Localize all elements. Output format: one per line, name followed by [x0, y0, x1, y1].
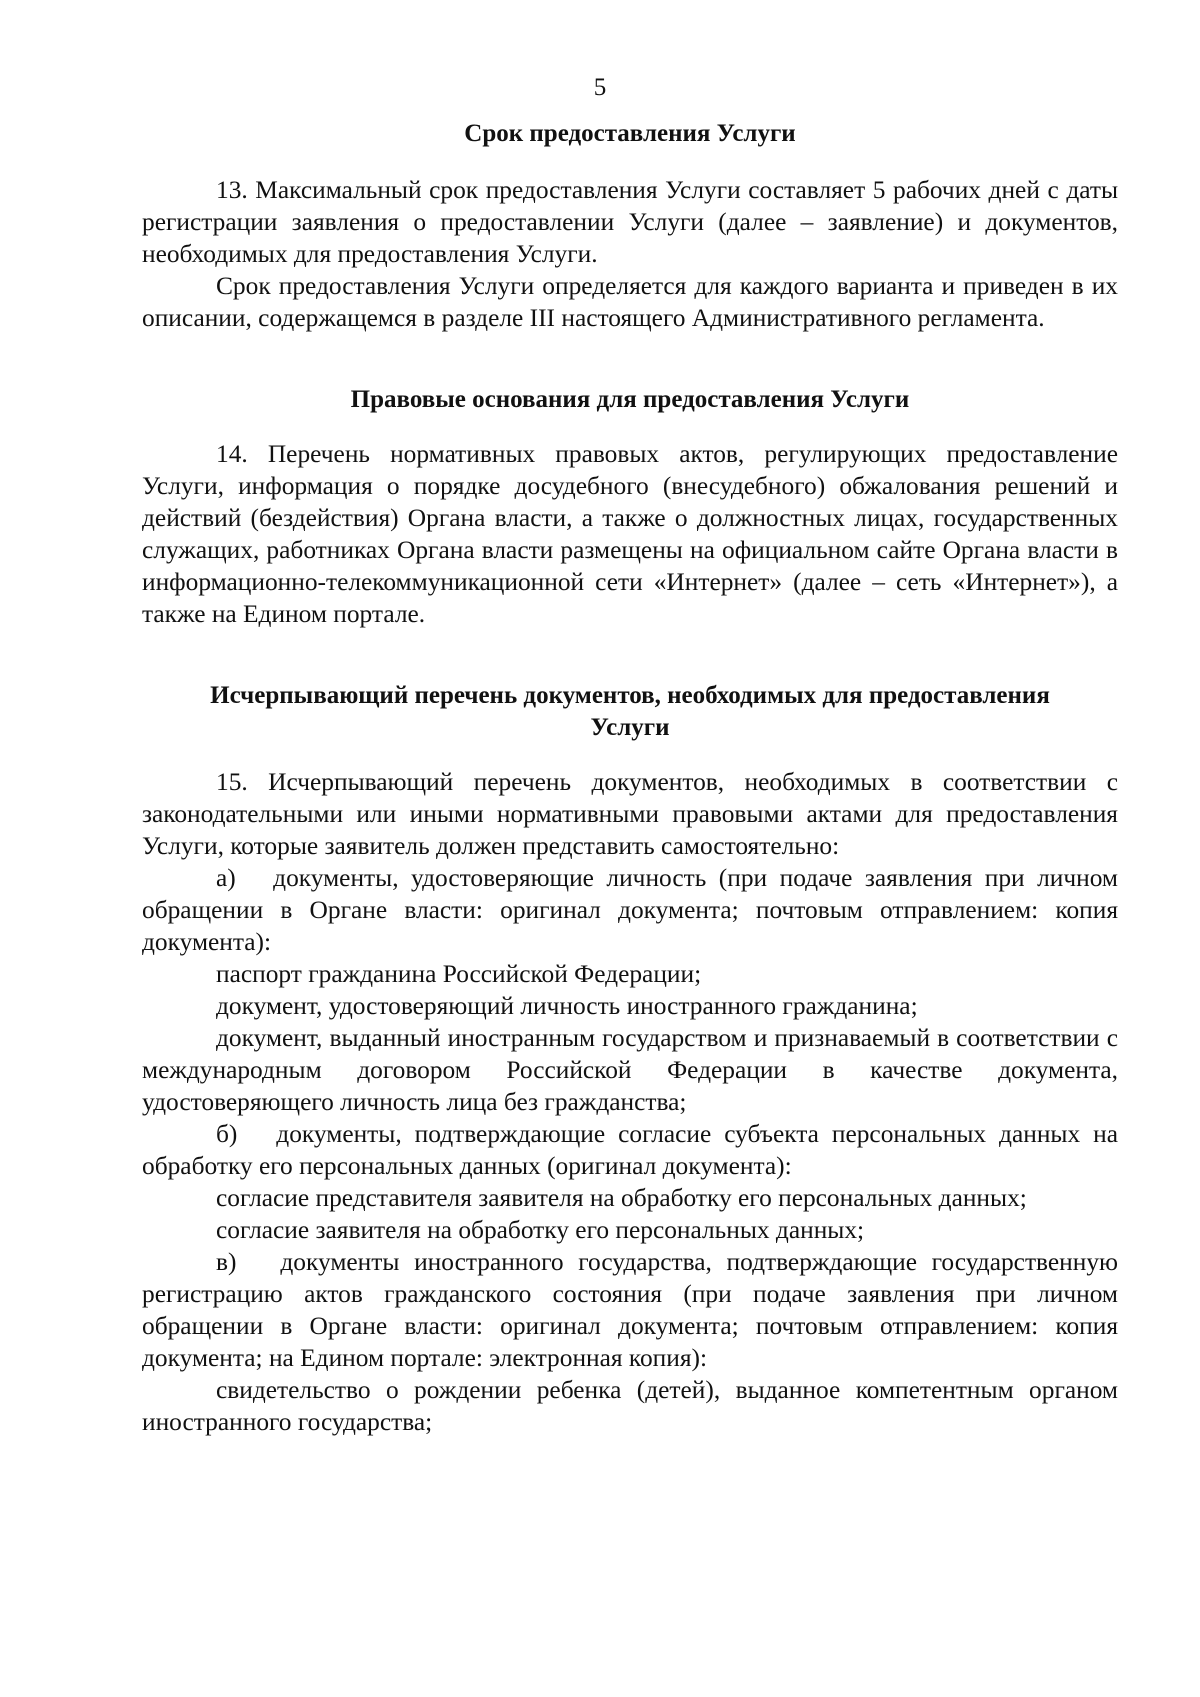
section-heading-term: Срок предоставления Услуги — [464, 120, 796, 147]
document-body — [142, 118, 1118, 1438]
list-subitem-representative-consent: согласие представителя заявителя на обработку его персональных данных; — [216, 1184, 1027, 1212]
paragraph-term-variants: Срок предоставления Услуги определяется для каждого варианта и приведен в их описании, содержащемся в разделе III настоящего Административного регламента. — [142, 272, 1118, 332]
page-number: 5 — [593, 74, 607, 101]
section-heading-documents-line2: Услуги — [590, 714, 670, 741]
list-item-v: в) документы иностранного государства, подтверждающие государственную регистрацию актов гражданского состояния (при подаче заявления при личном обращении в Органе власти: оригинал документа; почтовым отправлением: копия документа; на Едином портале: электронная копия): — [142, 1248, 1118, 1372]
paragraph-13: 13. Максимальный срок предоставления Услуги составляет 5 рабочих дней с даты регистрации заявления о предоставлении Услуги (далее – заявление) и документов, необходимых для предоставления Услуги. — [142, 176, 1118, 268]
list-subitem-stateless-id: документ, выданный иностранным государством и признаваемый в соответствии с международным договором Российской Федерации в качестве документа, удостоверяющего личность лица без гражданства; — [142, 1024, 1118, 1116]
list-item-a: а) документы, удостоверяющие личность (при подаче заявления при личном обращении в Органе власти: оригинал документа; почтовым отправлением: копия документа): — [142, 864, 1118, 956]
section-heading-legal-basis: Правовые основания для предоставления Услуги — [350, 386, 910, 413]
list-subitem-birth-certificate: свидетельство о рождении ребенка (детей), выданное компетентным органом иностранного государства; — [142, 1376, 1118, 1436]
list-subitem-foreign-id: документ, удостоверяющий личность иностранного гражданина; — [216, 992, 918, 1020]
list-item-b: б) документы, подтверждающие согласие субъекта персональных данных на обработку его персональных данных (оригинал документа): — [142, 1120, 1118, 1180]
paragraph-14: 14. Перечень нормативных правовых актов, регулирующих предоставление Услуги, информация о порядке досудебного (внесудебного) обжалования решений и действий (бездействия) Органа власти, а также о должностных лицах, государственных служащих, работниках Органа власти размещены на официальном сайте Органа власти в информационно-телекоммуникационной сети «Интернет» (далее – сеть «Интернет»), а также на Едином портале. — [142, 440, 1118, 628]
section-heading-documents-line1: Исчерпывающий перечень документов, необходимых для предоставления — [210, 682, 1050, 709]
list-subitem-passport: паспорт гражданина Российской Федерации; — [216, 960, 702, 988]
paragraph-15: 15. Исчерпывающий перечень документов, необходимых в соответствии с законодательными или иными нормативными правовыми актами для предоставления Услуги, которые заявитель должен представить самостоятельно: — [142, 768, 1118, 860]
list-subitem-applicant-consent: согласие заявителя на обработку его персональных данных; — [216, 1216, 865, 1244]
